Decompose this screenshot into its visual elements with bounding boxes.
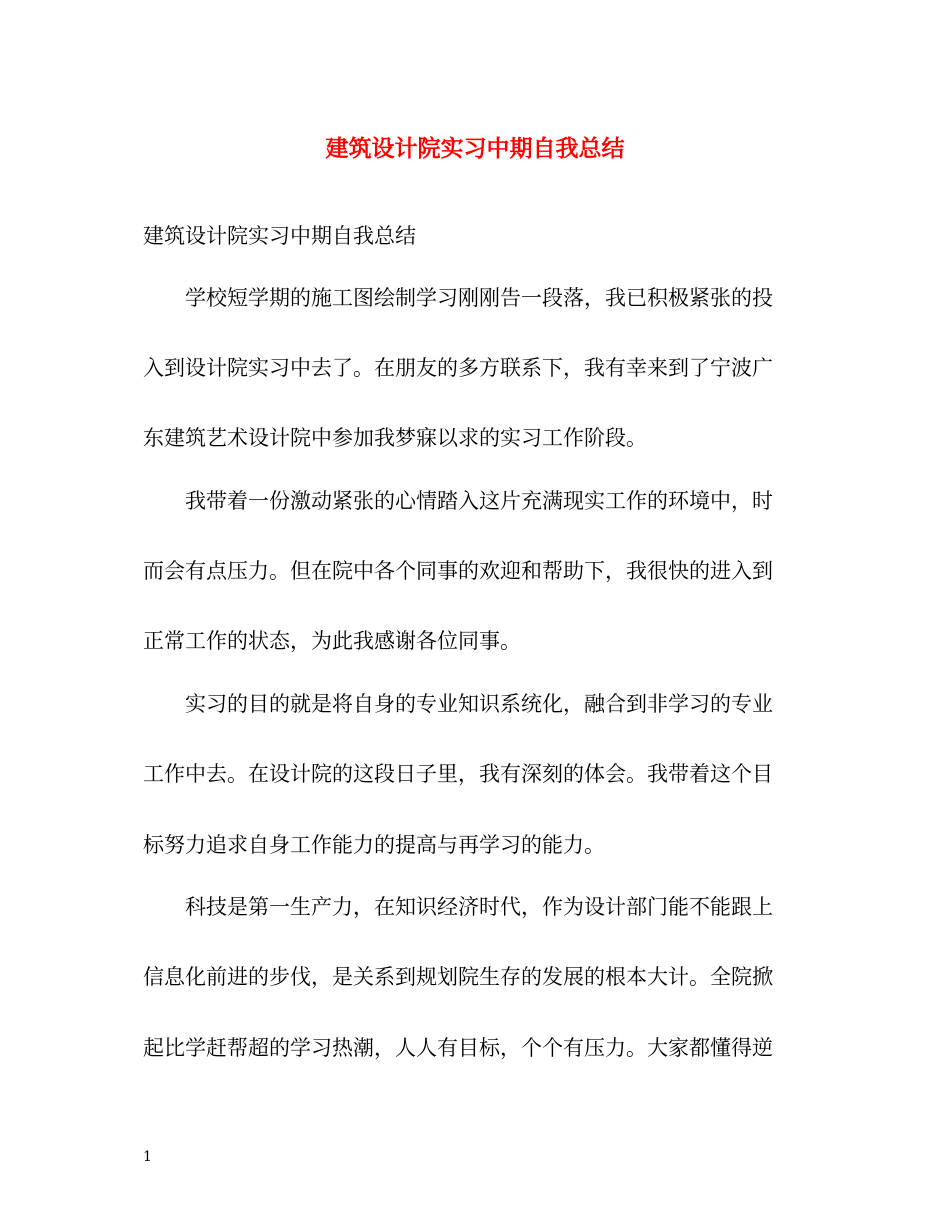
page-number: 1 <box>143 1149 152 1165</box>
paragraph-line: 起比学赶帮超的学习热潮，人人有目标，个个有压力。大家都懂得逆 <box>143 1036 773 1060</box>
paragraph-line: 正常工作的状态，为此我感谢各位同事。 <box>143 629 521 653</box>
paragraph-line: 标努力追求自身工作能力的提高与再学习的能力。 <box>143 833 605 857</box>
paragraph-line: 我带着一份激动紧张的心情踏入这片充满现实工作的环境中，时 <box>185 489 773 513</box>
paragraph-line: 东建筑艺术设计院中参加我梦寐以求的实习工作阶段。 <box>143 426 647 450</box>
paragraph-line: 而会有点压力。但在院中各个同事的欢迎和帮助下，我很快的进入到 <box>143 559 773 583</box>
document-title: 建筑设计院实习中期自我总结 <box>325 135 625 162</box>
paragraph-line: 实习的目的就是将自身的专业知识系统化，融合到非学习的专业 <box>185 692 773 716</box>
paragraph-line: 信息化前进的步伐，是关系到规划院生存的发展的根本大计。全院掀 <box>143 965 773 989</box>
paragraph-line: 科技是第一生产力，在知识经济时代，作为设计部门能不能跟上 <box>185 895 773 919</box>
document-subtitle: 建筑设计院实习中期自我总结 <box>143 224 416 248</box>
paragraph-line: 入到设计院实习中去了。在朋友的多方联系下，我有幸来到了宁波广 <box>143 356 773 380</box>
paragraph-line: 学校短学期的施工图绘制学习刚刚告一段落，我已积极紧张的投 <box>185 286 773 310</box>
paragraph-line: 工作中去。在设计院的这段日子里，我有深刻的体会。我带着这个目 <box>143 762 773 786</box>
